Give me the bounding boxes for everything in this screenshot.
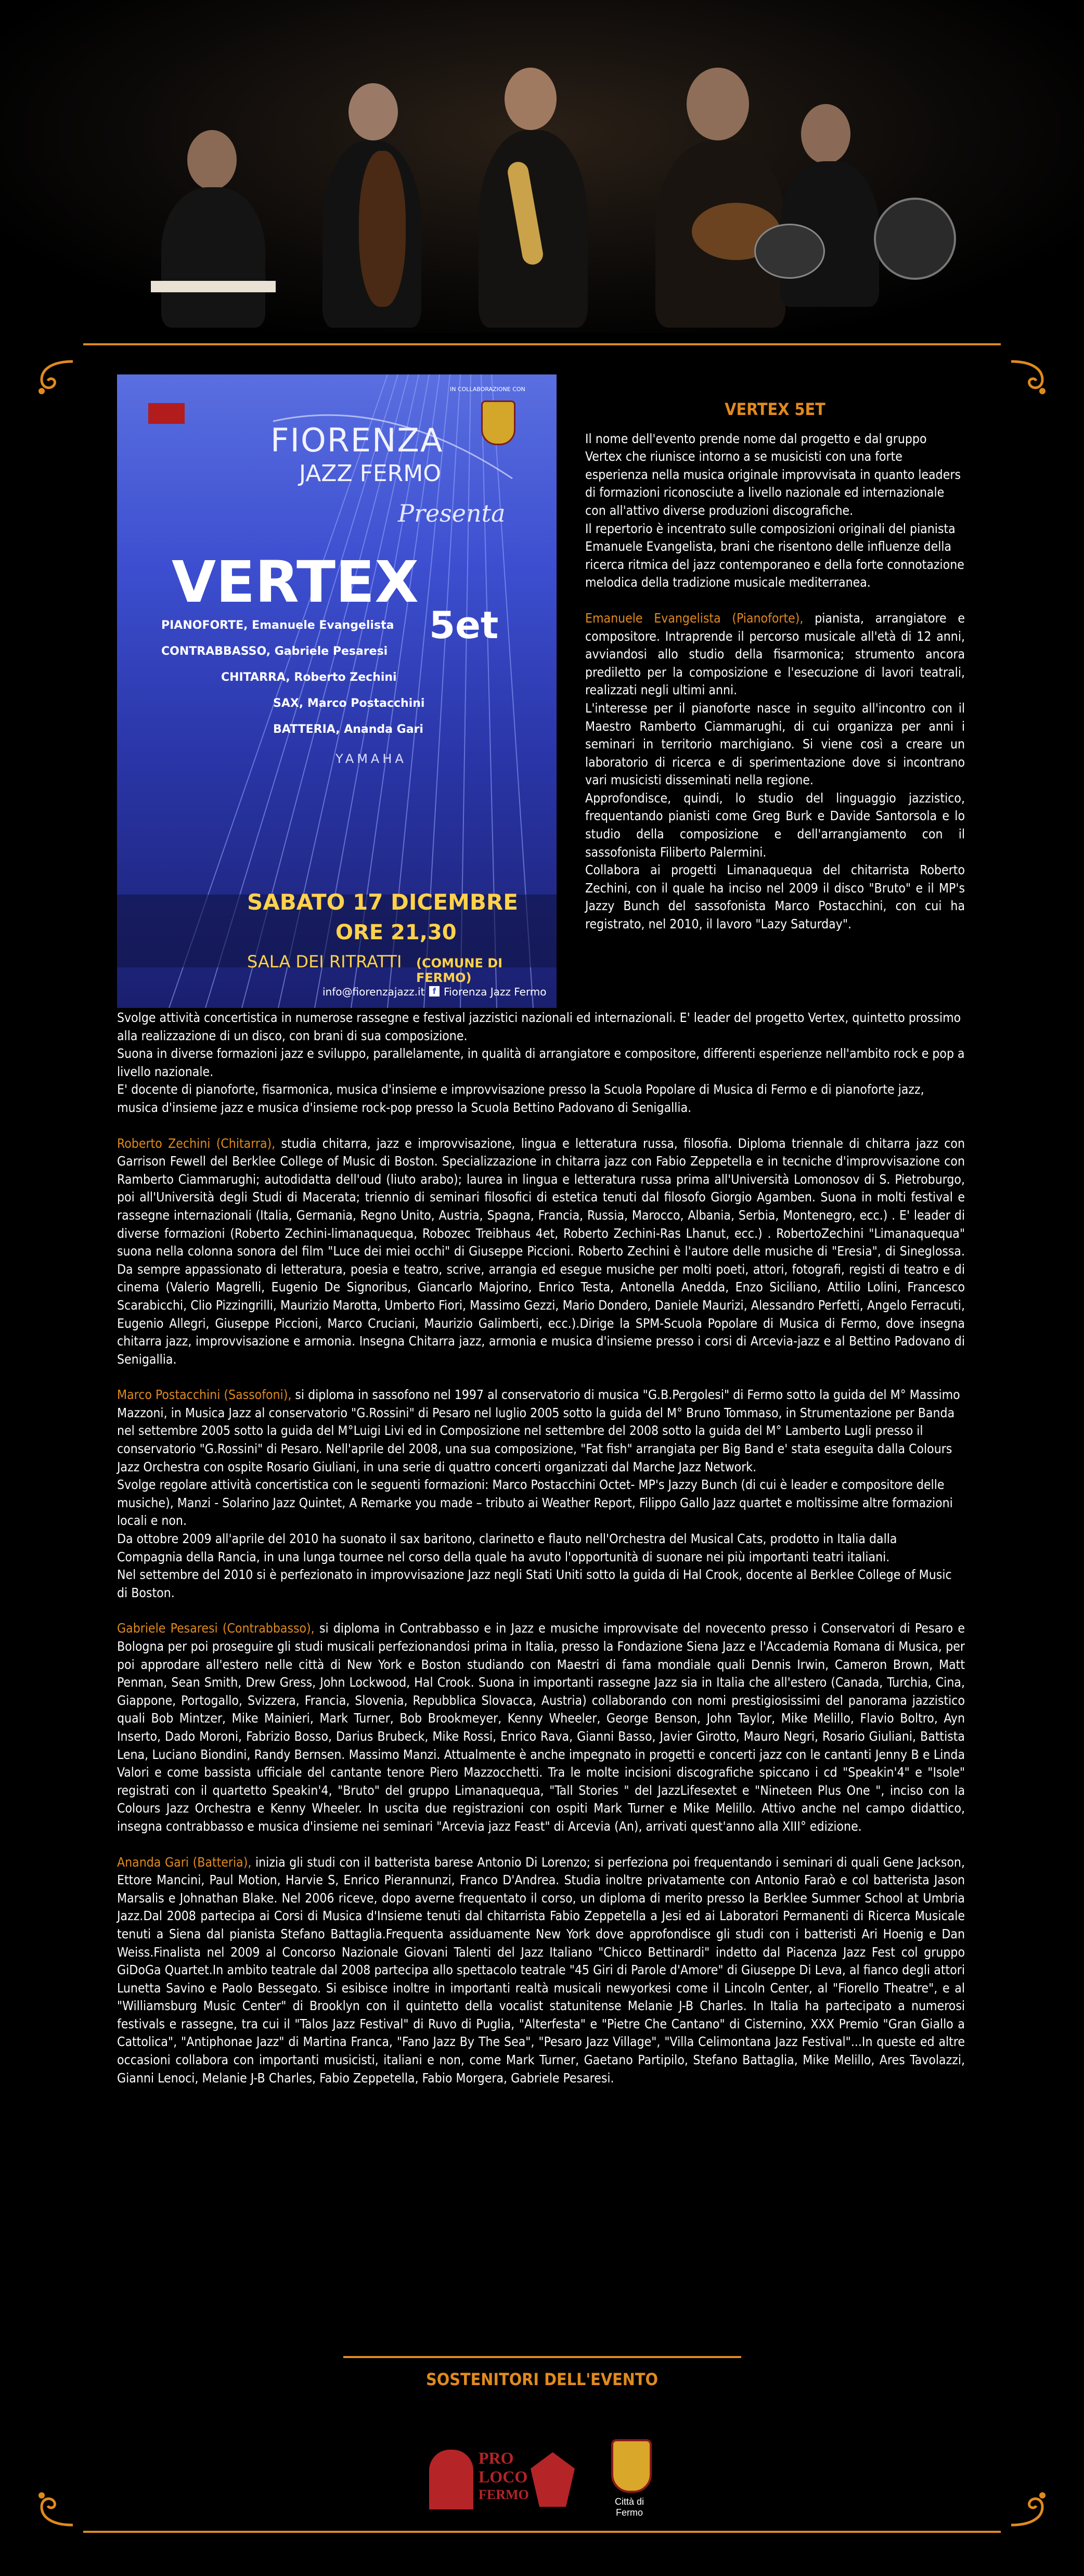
- pro-loco-line-2: LOCO: [479, 2467, 528, 2486]
- sponsors-divider: [343, 2356, 741, 2358]
- ananda-bio-text: inizia gli studi con il batterista barese Antonio Di Lorenzo; si perfeziona poi frequentando i seminari di quali Gene Jackson, Ettore Mancini, Paul Motion, Harvie S, Enrico Pierannunzi, Franco D'Andrea. Studia inoltre privatamente con Antonio Faraò e col batterista Jason Marsalis e Johnathan Blake. Nel 2006 riceve, dopo averne frequentato il corso, un diploma di merito presso la Berklee Summer School at Umbria Jazz.Dal 2008 partecipa ai Corsi di Musica d'Insieme tenuti dal chitarrista Fabio Zeppetella a Jesi ed ai Laboratori Permanenti di Ricerca Musicale tenuti a Siena dal pianista Stefano Battaglia.Frequenta assiduamente New York dove approfondisce gli studi con i batteristi Ari Hoenig e Dan Weiss.Finalista nel 2009 al Concorso Nazionale Giovani Talenti del Jazz Italiano "Chicco Bettinardi" indetto dal Piacenza Jazz Fest col gruppo GiDoGa Quartet.In ambito teatrale dal 2008 partecipa allo spettacolo teatrale "45 Giri di Parole d'Amore" di Giuseppe Di Leva, al fianco degli attori Lunetta Savino e Paolo Bessegato. Si esibisce inoltre in importanti realtà musicali newyorkesi come il Lincoln Center, al "Fiorello Theatre", e al "Williamsburg Music Center" di Brooklyn con il quintetto della vocalist statunitense Melanie J-B Charles. In Italia ha partecipato a numerosi festivals e rassegne, tra cui il "Talos Jazz Festival" di Ruvo di Puglia, "Alterfesta" e "Pietre Che Cantano" di Cisternino, XXX Premio "Gran Giallo a Cattolica", "Antiphonae Jazz" di Martina Franca, "Fano Jazz By The Sea", "Pesaro Jazz Village", "Villa Celimontana Jazz Festival"...In queste ed altre occasioni collabora con importanti musicisti, italiani e non, come Mark Turner, Gaetano Partipilo, Stefano Battaglia, Mike Melillo, Ares Tavolazzi, Gianni Lenoci, Melanie J-B Charles, Fabio Zeppetella, Fabio Morgera, Gabriele Pesaresi.: [117, 1854, 965, 2086]
- facebook-icon: f: [429, 986, 440, 996]
- poster-facebook: Fiorenza Jazz Fermo: [444, 986, 547, 998]
- gabriele-name: Gabriele Pesaresi (Contrabbasso),: [117, 1621, 315, 1636]
- poster-piano-brand: YAMAHA: [335, 752, 407, 766]
- pro-loco-line-3: FERMO: [479, 2487, 529, 2502]
- top-right-scroll-ornament: [1006, 359, 1053, 395]
- city-crest-icon: [611, 2439, 652, 2493]
- emanuele-name: Emanuele Evangelista (Pianoforte),: [585, 610, 804, 626]
- emanuele-bio-3: Approfondisce, quindi, lo studio del linguaggio jazzistico, frequentando pianisti come Greg Burk e Davide Santorsola e lo studio della composizione e dell'arrangiamento con il sassofonista Filiberto Palermini.: [585, 790, 965, 860]
- event-description-column: [585, 400, 965, 934]
- bassist-figure: [302, 68, 437, 328]
- poster-lineup-4: SAX, Marco Postacchini: [273, 697, 425, 710]
- saxophonist-figure: [468, 57, 603, 328]
- emanuele-bio-2: L'interesse per il pianoforte nasce in seguito all'incontro con il Maestro Ramberto Ciammarughi, di cui organizza per anni i seminari in territorio marchigiano. Si viene così a creare un laboratorio di ricerca e di sperimentazione dove si incontrano vari musicisti disseminati nella regione.: [585, 700, 965, 788]
- city-label: Città di Fermo: [614, 2496, 644, 2518]
- bottom-frame-line: [83, 2531, 1001, 2533]
- musician-bios: [117, 1009, 965, 2087]
- emanuele-bio-7: E' docente di pianoforte, fisarmonica, musica d'insieme e improvvisazione presso la Scuola Popolare di Musica di Fermo e di pianoforte jazz, musica d'insieme jazz e musica d'insieme rock-pop presso la Scuola Bettino Padovano di Senigallia.: [117, 1082, 924, 1115]
- pro-loco-building-icon: [429, 2450, 473, 2509]
- marco-bio-text-1: si diploma in sassofono nel 1997 al conservatorio di musica "G.B.Pergolesi" di Fermo sotto la guida del M° Massimo Mazzoni, in Musica Jazz al conservatorio "G.Rossini" di Pesaro nel luglio 2005 sotto la guida del M° Bruno Tommaso, in Strumentazione per Banda nel settembre 2005 sotto la guida del M°Luigi Livi ed in Composizione nel settembre del 2008 sotto la guida del M° Lamberto Lugli presso il conservatorio "G.Rossini" di Pesaro. Nell'aprile del 2008, una sua composizione, "Fat fish" arrangiata per Big Band e' stata eseguita dalla Colours Jazz Orchestra con ospite Rosario Giuliani, in una serie di quattro concerti organizzati dal Marche Jazz Network.: [117, 1387, 960, 1474]
- intro-paragraph: Il nome dell'evento prende nome dal progetto e dal gruppo Vertex che riunisce intorno a se musicisti con una forte esperienza nella musica originale improvvisata in quanto leaders di formazioni riconosciute a livello nazionale ed internazionale con all'attivo diverse produzioni discografiche.: [585, 431, 961, 518]
- gabriele-bio: [117, 1620, 965, 1835]
- poster-presents: Presenta: [398, 499, 506, 527]
- poster-venue-note: (COMUNE DI FERMO): [416, 956, 503, 985]
- marco-bio: [117, 1386, 965, 1476]
- gabriele-bio-text: si diploma in Contrabbasso e in Jazz e musiche improvvisate del novecento presso i Conservatori di Pesaro e Bologna per poi proseguire gli studi musicali perfezionandosi prima in Italia, presso la Fondazione Siena Jazz e l'Accademia Romana di Musica, per poi approdare all'estero nelle città di New York e Boston studiando con Maestri di fama mondiale quali Dennis Irwin, Cameron Brown, Matt Penman, Sean Smith, Drew Gress, John Lockwood, Hal Crook. Suona in importanti rassegne Jazz sia in Italia che all'estero (Canada, Turchia, Cina, Giappone, Portogallo, Svizzera, Francia, Slovenia, Repubblica Slovacca, Austria) collaborando con nomi prestigiosissimi del panorama jazzistico quali Bob Mintzer, Mike Mainieri, Mark Turner, Bob Brookmeyer, Kenny Wheeler, George Benson, John Taylor, Mike Melillo, Flavio Boltro, Ayn Inserto, Dado Moroni, Fabrizio Bosso, Darius Brubeck, Mike Rossi, Enrico Rava, Gianni Basso, Javier Girotto, Mauro Negri, Rosario Giuliani, Battista Lena, Luciano Biondini, Randy Bernsen. Massimo Manzi. Attualmente è anche impegnato in progetti e concerti jazz con le cantanti Jenny B e Linda Valori e come bassista ufficiale del cantante tenore Piero Mazzocchetti. Tra le molte incisioni discografiche spiccano i cd "Speakin'4" e "Isole" registrati con il quartetto Speakin'4, "Bruto" del gruppo Limanaquequa, "Tall Stories " del JazzLifesextet e "Nineteen Plus One ", inciso con la Colours Jazz Orchestra e Kenny Wheeler. In uscita due registrazioni con ospiti Mark Turner e Mike Melillo. Attivo anche nel campo didattico, insegna contrabbasso e musica d'insieme nei seminari "Arcevia jazz Feast" di Arcevia (An), arrivati quest'anno alla XIII° edizione.: [117, 1621, 965, 1834]
- roberto-bio-text: studia chitarra, jazz e improvvisazione, lingua e letteratura russa, filosofia. Diploma triennale di chitarra jazz con Garrison Fewell del Berklee College of Music di Boston. Specializzazione in chitarra jazz con Fabio Zeppetella e in tecniche d'improvvisazione con Ramberto Ciammarughi; autodidatta dell'oud (liuto arabo); laurea in lingua e letteratura russa prima all'Università Lomonosov di S. Pietroburgo, poi all'Università degli Studi di Macerata; triennio di seminari filosofici di estetica tenuti dal filosofo Giorgio Agamben. Suona in molti festival e rassegne internazionali (Italia, Germania, Regno Unito, Austria, Spagna, Francia, Russia, Marocco, Albania, Serbia, Montenegro, ecc.) . E' leader di diverse formazioni (Roberto Zechini-limanaquequa, Robozec Treibhaus 4et, Roberto Zechini-Ras Lhanut, ecc.) . RobertoZechini "Limanaquequa" suona nella colonna sonora del film "Luce dei miei occhi" di Giuseppe Piccioni. Roberto Zechini è l'autore delle musiche di "Eresia", di Sineglossa. Da sempre appassionato di letteratura, poesia e teatro, scrive, arrangia ed esegue musiche per molti poeti, attori, fotografi, registi di teatro e di cinema (Valerio Magrelli, Eugenio De Signoribus, Giancarlo Majorino, Enrico Testa, Antonella Anedda, Enzo Siciliano, Attilio Lolini, Francesco Scarabicchi, Clio Pizzingrilli, Maurizio Marotta, Umberto Fiori, Massimo Gezzi, Mario Dondero, Daniele Maurizi, Alessandro Perfetti, Angelo Ferracuti, Eugenio Allegri, Giuseppe Piccioni, Marco Cruciani, Maurizio Galimberti, ecc.).Dirige la SPM-Scuola Popolare di Musica di Fermo, dove insegna chitarra jazz, improvvisazione e armonia. Insegna Chitarra jazz, armonia e musica d'insieme presso i corsi di Arcevia-jazz e al Bettino Padovano di Senigallia.: [117, 1135, 965, 1367]
- poster-logo-bottom: JAZZ FERMO: [299, 460, 441, 487]
- emanuele-bio-4: Collabora ai progetti Limanaquequa del chitarrista Roberto Zechini, con il quale ha inciso nel 2009 il disco "Bruto" e il MP's Jazzy Bunch del sassofonista Marco Postacchini, con cui ha registrato, nel 2010, il lavoro "Lazy Saturday".: [585, 862, 965, 932]
- marco-name: Marco Postacchini (Sassofoni),: [117, 1387, 292, 1403]
- sponsors-title: SOSTENITORI DELL'EVENTO: [426, 2370, 658, 2389]
- poster-time: ORE 21,30: [335, 921, 457, 944]
- ananda-bio: [117, 1854, 965, 2088]
- marco-bio-3: Da ottobre 2009 all'aprile del 2010 ha suonato il sax baritono, clarinetto e flauto nell'Orchestra del Musical Cats, prodotto in Italia dalla Compagnia della Rancia, in una lunga tournee nel corso della quale ha avuto l'opportunità di suonare nei più importanti teatri italiani.: [117, 1531, 897, 1564]
- event-title: VERTEX 5ET: [725, 399, 825, 419]
- pro-loco-fermo-logo: [429, 2444, 577, 2512]
- city-of-fermo-logo: [601, 2439, 658, 2517]
- poster-city-crest: [481, 400, 515, 445]
- poster-lineup-3: CHITARRA, Roberto Zechini: [221, 671, 397, 684]
- pianist-figure: [151, 109, 270, 328]
- emanuele-bio-text-1: pianista, arrangiatore e compositore. Intraprende il percorso musicale all'età di 12 anni, avviandosi allo studio della fisarmonica; strumento ancora prediletto per la composizione e l'esecuzione di lavori teatrali, realizzati negli ultimi anni.: [585, 610, 965, 698]
- poster-band-suffix: 5et: [429, 603, 499, 647]
- eagle-icon: [531, 2452, 575, 2507]
- top-left-scroll-ornament: [31, 359, 78, 395]
- poster-lineup-1: PIANOFORTE, Emanuele Evangelista: [161, 619, 394, 632]
- repertoire-paragraph: Il repertorio è incentrato sulle composizioni originali del pianista Emanuele Evangelista, brani che risentono delle influenze della ricerca ritmica del jazz contemporaneo e della forte connotazione melodica della tradizione musicale mediterranea.: [585, 521, 964, 590]
- marco-bio-4: Nel settembre del 2010 si è perfezionato in improvvisazione Jazz negli Stati Uniti sotto la guida di Hal Crook, docente al Berklee College of Music di Boston.: [117, 1567, 952, 1600]
- marco-bio-2: Svolge regolare attività concertistica con le seguenti formazioni: Marco Postacchini Octet- MP's Jazzy Bunch (di cui è leader e compositore delle musiche), Manzi - Solarino Jazz Quintet, A Remarke you made – tributo ai Weather Report, Filippo Gallo Jazz quartet e moltissime altre formazioni locali e non.: [117, 1477, 953, 1529]
- poster-date: SABATO 17 DICEMBRE: [247, 889, 518, 915]
- poster-lineup-2: CONTRABBASSO, Gabriele Pesaresi: [161, 645, 388, 658]
- roberto-bio: [117, 1135, 965, 1369]
- poster-email: info@fiorenzajazz.it: [322, 986, 425, 998]
- poster-partner-note: IN COLLABORAZIONE CON: [450, 386, 525, 393]
- emanuele-bio-5: Svolge attività concertistica in numerose rassegne e festival jazzistici nazionali ed internazionali. E' leader del progetto Vertex, quintetto prossimo alla realizzazione di un disco, con brani di sua composizione.: [117, 1010, 961, 1043]
- pro-loco-line-1: PRO: [479, 2449, 514, 2467]
- poster-partner-logo: [148, 403, 185, 424]
- poster-logo-top: FIORENZA: [270, 421, 444, 459]
- poster-lineup-5: BATTERIA, Ananda Gari: [273, 723, 423, 736]
- emanuele-bio: [585, 610, 965, 700]
- event-poster: [117, 374, 557, 1008]
- bottom-right-scroll-ornament: [1006, 2491, 1053, 2528]
- poster-band-name: VERTEX: [172, 549, 419, 615]
- drummer-figure: [754, 104, 973, 328]
- top-frame-line: [83, 343, 1001, 345]
- poster-venue: SALA DEI RITRATTI: [247, 952, 402, 972]
- roberto-name: Roberto Zechini (Chitarra),: [117, 1135, 276, 1151]
- bottom-left-scroll-ornament: [31, 2491, 78, 2528]
- emanuele-bio-6: Suona in diverse formazioni jazz e sviluppo, parallelamente, in qualità di arrangiatore e compositore, differenti esperienze nell'ambito rock e pop a livello nazionale.: [117, 1046, 965, 1079]
- hero-musicians-photo: [0, 0, 1084, 333]
- ananda-name: Ananda Gari (Batteria),: [117, 1854, 252, 1870]
